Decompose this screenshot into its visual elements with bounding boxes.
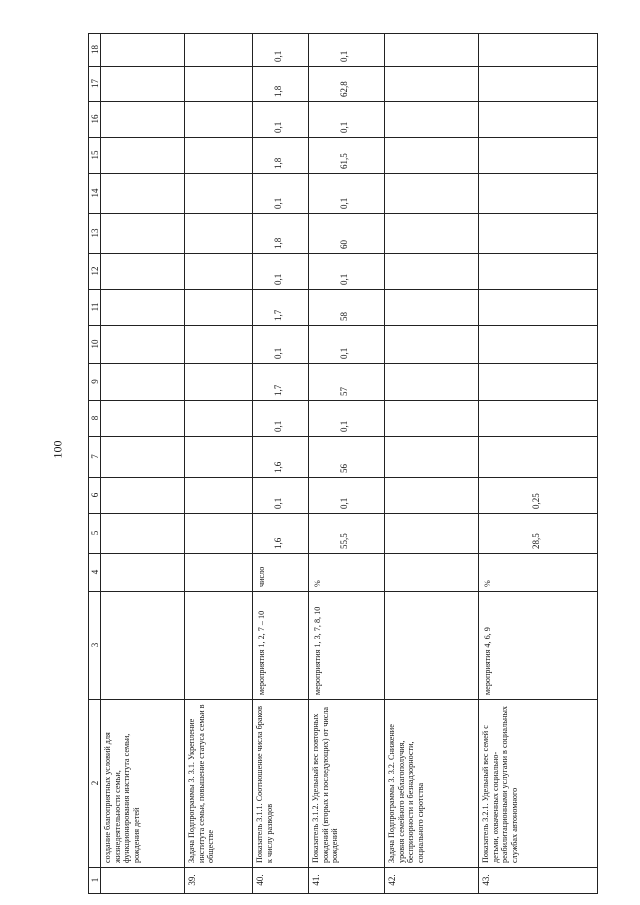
row-r39-value-col-12: [210, 255, 224, 287]
row-r42-value-col-17: [423, 68, 437, 99]
header-col-12: [89, 253, 101, 289]
table-rule: [88, 66, 598, 67]
row-r41-activities: [312, 593, 383, 697]
row-r42-value-col-11-text: [424, 293, 436, 321]
row-r43-value-col-15-text: [531, 141, 543, 169]
row-r40-value-col-14: [272, 175, 286, 211]
header-col-8: [89, 400, 101, 436]
row-r41-value-col-17-text: 62,8: [339, 81, 349, 97]
row-r39-value-col-7: [210, 438, 224, 475]
row-r42-value-col-9-text: [424, 367, 436, 396]
row-r0-value-col-11: [134, 291, 148, 323]
row-r0-value-col-9-text: [135, 367, 147, 396]
row-r39-value-col-5-text: [211, 517, 223, 549]
table-rule: [184, 33, 185, 893]
row-r40-unit-text: число: [257, 566, 266, 587]
row-r42-value-col-14-text: [424, 177, 436, 209]
row-r40-value-col-18: [272, 35, 286, 64]
row-r40-value-col-13: [272, 215, 286, 251]
row-r39-value-col-16-text: [211, 105, 223, 133]
table-rule: [478, 33, 479, 893]
row-r43-value-col-18-text: [531, 37, 543, 62]
row-r43-value-col-17: [530, 68, 544, 99]
row-r40-value-col-8-text: 0,1: [273, 420, 283, 432]
row-r0-name-text: создание благоприятных условий для жизнедеятельности семьи, функционирования института семьи, рождения детей: [103, 732, 142, 863]
row-r39-value-col-18-text: [211, 37, 223, 62]
row-r40-value-col-15-text: 1,8: [273, 157, 283, 169]
row-r43-value-col-18: [530, 35, 544, 64]
row-r43-value-col-10: [530, 327, 544, 361]
row-r39-value-col-13: [210, 215, 224, 251]
row-r39-value-col-12-text: [211, 257, 223, 285]
row-r41-value-col-14-text: 0,1: [339, 197, 349, 209]
row-r40-value-col-11: [272, 291, 286, 323]
row-r42-number: [386, 867, 478, 893]
row-r39-value-col-14: [210, 175, 224, 211]
row-r40-value-col-6-text: 0,1: [273, 497, 283, 509]
row-r39-value-col-10-text: [211, 329, 223, 359]
row-r43-name: [480, 701, 597, 865]
row-r43-value-col-13-text: [531, 217, 543, 249]
table-rule: [88, 33, 598, 34]
row-r41-name: [310, 701, 383, 865]
row-r43-value-col-5-text: 28,5: [531, 533, 541, 549]
table-rule: [88, 553, 598, 554]
row-r41-value-col-18-text: 0,1: [339, 50, 349, 62]
row-r41-value-col-9-text: 57: [339, 387, 349, 396]
row-r41-unit: [312, 555, 383, 589]
row-r41-value-col-11: [338, 291, 352, 323]
row-r39-activities-text: [189, 595, 250, 695]
row-r40-value-col-9-text: 1,7: [273, 384, 283, 396]
header-col-13-text: 13: [90, 228, 100, 238]
row-r42-value-col-12: [423, 255, 437, 287]
row-r41-value-col-14: [338, 175, 352, 211]
row-r42-value-col-14: [423, 175, 437, 211]
row-r41-value-col-13-text: 60: [339, 240, 349, 249]
row-r42-value-col-10-text: [424, 329, 436, 359]
table-rule: [88, 699, 598, 700]
row-r42-value-col-8-text: [424, 404, 436, 432]
row-r43-name-text: Показатель 3.2.1. Удельный вес семей с детьми, охваченных социально-реабилитационными услугами в социальных службах автономного: [481, 706, 520, 863]
row-r41-value-col-16-text: 0,1: [339, 121, 349, 133]
row-r0-value-col-6: [134, 479, 148, 511]
row-r41-value-col-18: [338, 35, 352, 64]
row-r40-value-col-6: [272, 479, 286, 511]
row-r41-value-col-5-text: 55,5: [339, 533, 349, 549]
row-r41-activities-text: мероприятия 1, 3, 7, 8, 10: [313, 606, 322, 695]
table-rule: [88, 213, 598, 214]
row-r39-value-col-6-text: [211, 481, 223, 509]
row-r43-value-col-10-text: [531, 329, 543, 359]
row-r0-name: [102, 701, 183, 865]
row-r40-value-col-12-text: 0,1: [273, 273, 283, 285]
row-r39-value-col-9: [210, 365, 224, 398]
table-rule: [88, 363, 598, 364]
row-r39-value-col-17: [210, 68, 224, 99]
header-col-17: [89, 66, 101, 101]
row-r40-value-col-8: [272, 402, 286, 434]
row-r42-number-text: 42.: [387, 874, 397, 886]
row-r0-value-col-13-text: [135, 217, 147, 249]
header-col-9-text: 9: [90, 379, 100, 384]
row-r39-value-col-10: [210, 327, 224, 361]
header-col-7-text: 7: [90, 454, 100, 459]
row-r0-value-col-6-text: [135, 481, 147, 509]
row-r41-unit-text: %: [313, 580, 322, 587]
row-r42-value-col-16-text: [424, 105, 436, 133]
row-r0-unit-text: [105, 557, 182, 587]
row-r42-value-col-18: [423, 35, 437, 64]
page-number: 100: [50, 440, 65, 459]
header-col-14: [89, 173, 101, 213]
table-rule: [88, 893, 598, 894]
header-col-16: [89, 101, 101, 137]
row-r42-name-text: Задача Подпрограммы 3. 3.2. Снижение уровня семейного неблагополучия, беспризорности и безнадзорности, социального сиротства: [387, 724, 426, 863]
header-col-15: [89, 137, 101, 173]
row-r43-value-col-7-text: [531, 440, 543, 473]
table-rule: [252, 33, 253, 893]
row-r0-value-col-5: [134, 515, 148, 551]
row-r43-number-text: 43.: [481, 874, 491, 886]
row-r40-activities: [256, 593, 307, 697]
row-r42-value-col-11: [423, 291, 437, 323]
row-r41-value-col-12: [338, 255, 352, 287]
header-col-14-text: 14: [90, 188, 100, 198]
row-r41-value-col-17: [338, 68, 352, 99]
row-r42-value-col-6: [423, 479, 437, 511]
row-r41-value-col-13: [338, 215, 352, 251]
row-r43-activities-text: мероприятия 4, 6, 9: [483, 627, 492, 695]
row-r40-name-text: Показатель 3.1.1. Соотношение числа браков к числу разводов: [255, 706, 274, 863]
row-r0-value-col-12: [134, 255, 148, 287]
row-r41-value-col-6-text: 0,1: [339, 497, 349, 509]
table-rule: [308, 33, 309, 893]
row-r43-value-col-9: [530, 365, 544, 398]
row-r40-activities-text: мероприятия 1, 2, 7 – 10: [257, 610, 266, 695]
row-r43-value-col-9-text: [531, 367, 543, 396]
row-r42-activities: [388, 593, 477, 697]
header-col-11: [89, 289, 101, 325]
row-r39-value-col-7-text: [211, 440, 223, 473]
table-rule: [597, 33, 598, 893]
row-r42-value-col-15: [423, 139, 437, 171]
row-r40-value-col-16: [272, 103, 286, 135]
header-col-1-text: 1: [90, 877, 100, 883]
header-col-5-text: 5: [90, 530, 100, 536]
row-r43-unit-text: %: [483, 580, 492, 587]
row-r39-value-col-15: [210, 139, 224, 171]
header-col-6: [89, 477, 101, 513]
row-r43-unit: [482, 555, 597, 589]
row-r40-value-col-17-text: 1,8: [273, 85, 283, 97]
header-col-16-text: 16: [90, 114, 100, 124]
row-r42-value-col-5: [423, 515, 437, 551]
row-r41-value-col-5: [338, 515, 352, 551]
header-col-2: [89, 699, 101, 867]
row-r39-unit: [188, 555, 251, 589]
row-r39-value-col-17-text: [211, 70, 223, 97]
table-rule: [88, 477, 598, 478]
row-r39-value-col-13-text: [211, 217, 223, 249]
row-r40-value-col-17: [272, 68, 286, 99]
header-col-13: [89, 213, 101, 253]
row-r0-number: [102, 867, 184, 893]
row-r0-value-col-12-text: [135, 257, 147, 285]
row-r40-value-col-11-text: 1,7: [273, 309, 283, 321]
row-r0-value-col-16-text: [135, 105, 147, 133]
header-col-6-text: 6: [90, 492, 100, 498]
table-rule: [88, 513, 598, 514]
row-r0-value-col-16: [134, 103, 148, 135]
row-r0-value-col-18: [134, 35, 148, 64]
row-r41-value-col-15: [338, 139, 352, 171]
row-r43-value-col-5: [530, 515, 544, 551]
row-r39-unit-text: [189, 557, 250, 587]
row-r0-value-col-14-text: [135, 177, 147, 209]
row-r42-value-col-8: [423, 402, 437, 434]
row-r41-value-col-8-text: 0,1: [339, 420, 349, 432]
row-r43-value-col-11: [530, 291, 544, 323]
row-r40-value-col-7-text: 1,6: [273, 461, 283, 473]
row-r42-unit: [388, 555, 477, 589]
row-r43-value-col-13: [530, 215, 544, 251]
row-r42-value-col-13: [423, 215, 437, 251]
row-r40-value-col-15: [272, 139, 286, 171]
row-r40-value-col-10-text: 0,1: [273, 347, 283, 359]
row-r43-value-col-12-text: [531, 257, 543, 285]
row-r43-value-col-8: [530, 402, 544, 434]
table-rule: [88, 173, 598, 174]
row-r42-unit-text: [389, 557, 476, 587]
row-r41-value-col-10-text: 0,1: [339, 347, 349, 359]
table-rule: [88, 101, 598, 102]
row-r0-value-col-7: [134, 438, 148, 475]
table-rule: [88, 436, 598, 437]
row-r39-value-col-8: [210, 402, 224, 434]
row-r40-value-col-5: [272, 515, 286, 551]
row-r43-value-col-14-text: [531, 177, 543, 209]
row-r0-value-col-5-text: [135, 517, 147, 549]
row-r41-value-col-16: [338, 103, 352, 135]
row-r39-value-col-14-text: [211, 177, 223, 209]
row-r0-value-col-11-text: [135, 293, 147, 321]
header-col-18: [89, 33, 101, 66]
row-r43-value-col-6: [530, 479, 544, 511]
header-col-15-text: 15: [90, 150, 100, 160]
row-r41-value-col-6: [338, 479, 352, 511]
row-r40-name: [254, 701, 307, 865]
header-col-10-text: 10: [90, 339, 100, 349]
row-r40-value-col-14-text: 0,1: [273, 197, 283, 209]
row-r0-value-col-15-text: [135, 141, 147, 169]
row-r39-activities: [188, 593, 251, 697]
row-r40-unit: [256, 555, 307, 589]
row-r0-value-col-13: [134, 215, 148, 251]
row-r0-value-col-17: [134, 68, 148, 99]
header-col-2-text: 2: [90, 780, 100, 786]
row-r41-value-col-11-text: 58: [339, 312, 349, 321]
row-r41-value-col-15-text: 61,5: [339, 153, 349, 169]
row-r42-value-col-7: [423, 438, 437, 475]
row-r41-value-col-9: [338, 365, 352, 398]
row-r40-value-col-18-text: 0,1: [273, 50, 283, 62]
row-r0-unit: [104, 555, 183, 589]
row-r43-value-col-14: [530, 175, 544, 211]
row-r0-value-col-10: [134, 327, 148, 361]
header-col-11-text: 11: [90, 302, 100, 312]
row-r39-value-col-6: [210, 479, 224, 511]
row-r42-value-col-13-text: [424, 217, 436, 249]
row-r41-name-text: Показатель 3.1.2. Удельный вес повторных рождений (вторых и последующих) от числа рождений: [311, 706, 340, 863]
header-col-8-text: 8: [90, 415, 100, 421]
row-r40-value-col-9: [272, 365, 286, 398]
header-col-1: [89, 867, 101, 893]
table-rule: [88, 137, 598, 138]
row-r42-value-col-18-text: [424, 37, 436, 62]
row-r40-value-col-12: [272, 255, 286, 287]
row-r42-value-col-17-text: [424, 70, 436, 97]
row-r39-value-col-11-text: [211, 293, 223, 321]
header-col-17-text: 17: [90, 79, 100, 88]
row-r42-value-col-15-text: [424, 141, 436, 169]
row-r43-value-col-12: [530, 255, 544, 287]
row-r43-activities: [482, 593, 597, 697]
row-r0-value-col-7-text: [135, 440, 147, 473]
row-r39-name-text: Задача Подпрограммы 3. 3.1. Укрепление института семьи, повышение статуса семьи в обществе: [187, 704, 216, 863]
header-col-4: [89, 553, 101, 591]
row-r43-value-col-7: [530, 438, 544, 475]
row-r39-number-text: 39.: [187, 874, 197, 886]
header-col-5: [89, 513, 101, 553]
row-r41-number-text: 41.: [311, 874, 321, 886]
header-col-3-text: 3: [90, 642, 100, 648]
row-r0-value-col-18-text: [135, 37, 147, 62]
row-r41-value-col-7-text: 56: [339, 464, 349, 473]
row-r43-value-col-16: [530, 103, 544, 135]
row-r40-value-col-13-text: 1,8: [273, 237, 283, 249]
row-r0-value-col-9: [134, 365, 148, 398]
row-r39-value-col-11: [210, 291, 224, 323]
header-col-9: [89, 363, 101, 400]
row-r0-activities-text: [105, 595, 182, 695]
row-r39-value-col-16: [210, 103, 224, 135]
header-col-4-text: 4: [90, 569, 100, 575]
row-r42-name: [386, 701, 477, 865]
header-col-7: [89, 436, 101, 477]
header-col-3: [89, 591, 101, 699]
row-r0-value-col-17-text: [135, 70, 147, 97]
row-r0-value-col-8: [134, 402, 148, 434]
row-r39-value-col-15-text: [211, 141, 223, 169]
row-r40-value-col-7: [272, 438, 286, 475]
row-r42-value-col-9: [423, 365, 437, 398]
row-r43-value-col-15: [530, 139, 544, 171]
row-r41-value-col-7: [338, 438, 352, 475]
row-r41-value-col-8: [338, 402, 352, 434]
row-r0-value-col-8-text: [135, 404, 147, 432]
row-r39-name: [186, 701, 251, 865]
row-r39-value-col-5: [210, 515, 224, 551]
row-r40-number: [254, 867, 308, 893]
row-r42-value-col-6-text: [424, 481, 436, 509]
header-col-18-text: 18: [90, 45, 100, 54]
row-r41-value-col-10: [338, 327, 352, 361]
table-rule: [88, 253, 598, 254]
header-col-10: [89, 325, 101, 363]
row-r43-value-col-17-text: [531, 70, 543, 97]
table-grid: [88, 33, 598, 893]
table-rule: [88, 400, 598, 401]
row-r43-number: [480, 867, 598, 893]
row-r42-activities-text: [389, 595, 476, 695]
row-r0-value-col-14: [134, 175, 148, 211]
row-r40-number-text: 40.: [255, 874, 265, 886]
row-r39-value-col-8-text: [211, 404, 223, 432]
header-col-12-text: 12: [90, 266, 100, 276]
row-r42-value-col-7-text: [424, 440, 436, 473]
table-rule: [384, 33, 385, 893]
row-r39-value-col-9-text: [211, 367, 223, 396]
row-r42-value-col-16: [423, 103, 437, 135]
row-r41-number: [310, 867, 384, 893]
row-r41-value-col-12-text: 0,1: [339, 273, 349, 285]
table-rule: [88, 325, 598, 326]
row-r0-value-col-10-text: [135, 329, 147, 359]
row-r39-number: [186, 867, 252, 893]
row-r0-number-text: [103, 869, 183, 891]
table-rule: [88, 591, 598, 592]
row-r39-value-col-18: [210, 35, 224, 64]
row-r0-activities: [104, 593, 183, 697]
row-r42-value-col-5-text: [424, 517, 436, 549]
row-r40-value-col-16-text: 0,1: [273, 121, 283, 133]
row-r43-value-col-11-text: [531, 293, 543, 321]
row-r43-value-col-6-text: 0,25: [531, 493, 541, 509]
row-r43-value-col-8-text: [531, 404, 543, 432]
row-r42-value-col-10: [423, 327, 437, 361]
table-rule: [88, 289, 598, 290]
row-r43-value-col-16-text: [531, 105, 543, 133]
row-r42-value-col-12-text: [424, 257, 436, 285]
row-r40-value-col-5-text: 1,6: [273, 537, 283, 549]
row-r40-value-col-10: [272, 327, 286, 361]
row-r0-value-col-15: [134, 139, 148, 171]
